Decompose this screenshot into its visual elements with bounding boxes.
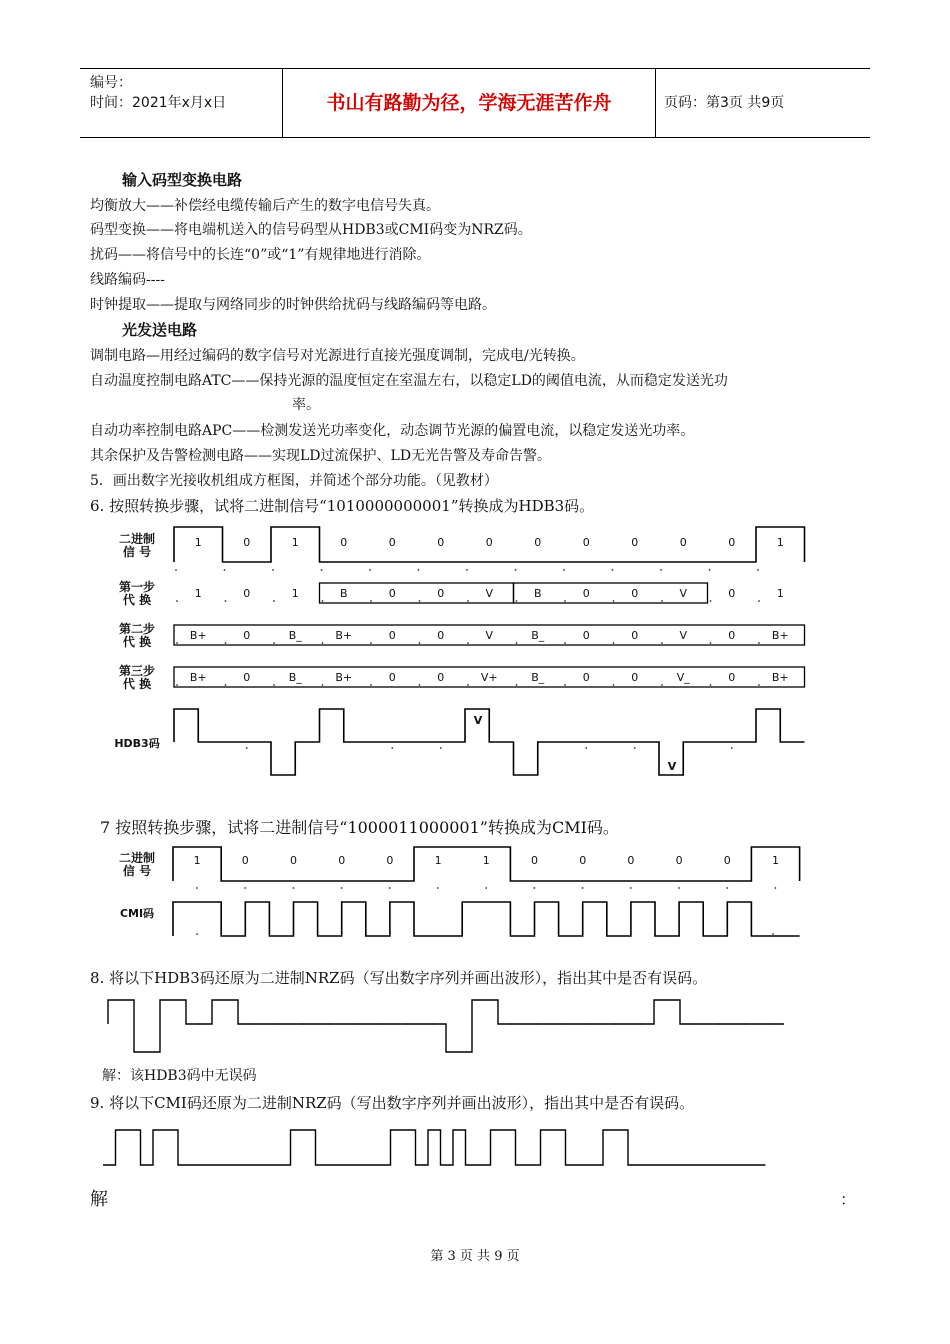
step2-row-label: 第二步 <box>118 622 156 636</box>
baseline-dot <box>467 684 469 686</box>
baseline-dot <box>516 600 518 602</box>
step1-row-symbol: V <box>679 587 688 600</box>
baseline-dot <box>370 642 372 644</box>
step1-row-symbol: 0 <box>243 587 251 600</box>
baseline-dot <box>272 569 274 571</box>
baseline-dot <box>563 569 565 571</box>
step3-row-symbol: B+ <box>335 671 353 684</box>
baseline-dot <box>613 684 615 686</box>
hdb3-problem-waveform <box>108 1000 784 1052</box>
baseline-dot <box>678 887 680 889</box>
binary-bit-label: 0 <box>679 536 687 549</box>
baseline-dot <box>418 569 420 571</box>
baseline-dot <box>564 684 566 686</box>
step2-row-symbol: B+ <box>335 629 353 642</box>
step1-row-symbol: 0 <box>437 587 445 600</box>
baseline-dot <box>515 569 517 571</box>
baseline-dot <box>757 569 759 571</box>
binary-bit-label: 0 <box>437 536 445 549</box>
fig7-row-label-cmi: CMI码 <box>119 907 155 920</box>
step1-row-label: 代 换 <box>122 593 152 607</box>
question-8: 8. 将以下HDB3码还原为二进制NRZ码（写出数字序列并画出波形），指出其中是否有误码。 <box>90 969 708 987</box>
answer-8: 解：该HDB3码中无误码 <box>102 1068 257 1084</box>
baseline-dot <box>322 600 324 602</box>
fig7-binary-bit-label: 0 <box>290 854 297 867</box>
baseline-dot <box>534 887 536 889</box>
step2-row-symbol: 0 <box>631 629 639 642</box>
step2-row-symbol: V <box>679 629 688 642</box>
binary-bit-label: 1 <box>291 536 299 549</box>
text-line: 其余保护及告警检测电路——实现LD过流保护、LD无光告警及寿命告警。 <box>90 448 552 464</box>
step2-row-symbol: B_ <box>288 629 302 642</box>
step1-row-symbol: 0 <box>582 587 590 600</box>
step3-row-symbol: B+ <box>771 671 789 684</box>
step1-row-symbol: V <box>485 587 494 600</box>
row-label-hdb3: HDB3码 <box>114 737 160 750</box>
baseline-dot <box>775 887 777 889</box>
step2-row-symbol: 0 <box>243 629 251 642</box>
step2-row-symbol: V <box>485 629 494 642</box>
baseline-dot <box>322 684 324 686</box>
step1-row-symbol: 0 <box>388 587 396 600</box>
fig7-binary-bit-label: 1 <box>482 854 490 867</box>
step3-row-label: 第三步 <box>118 664 156 678</box>
baseline-dot <box>661 600 663 602</box>
question-5: 5．画出数字光接收机组成方框图，并简述个部分功能。（见教材） <box>90 473 498 489</box>
baseline-dot <box>419 684 421 686</box>
step1-row-box <box>514 583 708 603</box>
baseline-dot <box>710 642 712 644</box>
fig7-binary-bit-label: 0 <box>338 854 346 867</box>
baseline-dot <box>630 887 632 889</box>
fig7-binary-bit-label: 0 <box>531 854 538 867</box>
baseline-dot <box>322 642 324 644</box>
binary-bit-label: 0 <box>728 536 736 549</box>
binary-bit-label: 0 <box>534 536 542 549</box>
page-footer: 第 3 页 共 9 页 <box>430 1249 520 1264</box>
baseline-dot <box>467 642 469 644</box>
step1-row-symbol: 1 <box>194 587 202 600</box>
baseline-dot <box>467 600 469 602</box>
baseline-dot <box>710 600 712 602</box>
text-line: 线路编码---- <box>90 272 165 288</box>
fig7-binary-bit-label: 1 <box>193 854 201 867</box>
baseline-dot <box>516 642 518 644</box>
baseline-dot <box>437 887 439 889</box>
violation-mark: V <box>667 760 677 773</box>
step2-row-symbol: B+ <box>771 629 789 642</box>
baseline-dot <box>273 642 275 644</box>
step1-row-symbol: 1 <box>291 587 299 600</box>
binary-bit-label: 0 <box>340 536 348 549</box>
violation-mark: V <box>473 714 483 727</box>
cmi-problem-waveform <box>103 1130 766 1165</box>
baseline-dot <box>440 747 442 749</box>
step1-row-box <box>320 583 514 603</box>
step2-row-symbol: B+ <box>189 629 207 642</box>
step3-row-symbol: 0 <box>728 671 736 684</box>
baseline-dot <box>466 569 468 571</box>
baseline-dot <box>369 569 371 571</box>
step1-row-symbol: 0 <box>631 587 639 600</box>
baseline-dot <box>225 600 227 602</box>
section-title-input: 输入码型变换电路 <box>122 171 243 189</box>
baseline-dot <box>419 600 421 602</box>
step2-row-symbol: 0 <box>388 629 396 642</box>
baseline-dot <box>273 600 275 602</box>
fig7-binary-bit-label: 1 <box>434 854 442 867</box>
step2-row-symbol: 0 <box>728 629 736 642</box>
text-line: 均衡放大——补偿经电缆传输后产生的数字电信号失真。 <box>90 198 440 214</box>
baseline-dot <box>612 569 614 571</box>
baseline-dot <box>582 887 584 889</box>
section-title-optical: 光发送电路 <box>122 321 198 339</box>
baseline-dot <box>225 684 227 686</box>
baseline-dot <box>224 569 226 571</box>
text-line: 码型变换——将电端机送入的信号码型从HDB3或CMI码变为NRZ码。 <box>90 222 532 238</box>
step3-row-symbol: 0 <box>243 671 251 684</box>
text-line: 扰码——将信号中的长连“0”或“1”有规律地进行消除。 <box>90 247 431 263</box>
baseline-dot <box>175 569 177 571</box>
step1-row-symbol: 1 <box>776 587 784 600</box>
baseline-dot <box>758 600 760 602</box>
text-line: 自动功率控制电路APC——检测发送光功率变化，动态调节光源的偏置电流，以稳定发送光功率。 <box>90 423 695 439</box>
step3-row-symbol: B+ <box>189 671 207 684</box>
step3-row-symbol: B_ <box>288 671 302 684</box>
baseline-dot <box>710 684 712 686</box>
baseline-dot <box>613 642 615 644</box>
baseline-dot <box>731 747 733 749</box>
baseline-dot <box>726 887 728 889</box>
fig7-binary-bit-label: 0 <box>579 854 587 867</box>
step2-row-symbol: 0 <box>437 629 445 642</box>
answer-9-colon: ： <box>840 1190 857 1209</box>
fig7-row-label-binary: 信 号 <box>122 864 152 878</box>
baseline-dot <box>370 684 372 686</box>
answer-9-label: 解 <box>90 1189 108 1210</box>
baseline-dot <box>293 887 295 889</box>
binary-bit-label: 1 <box>194 536 202 549</box>
text-line: 时钟提取——提取与网络同步的时钟供给扰码与线路编码等电路。 <box>90 297 496 313</box>
fig7-binary-bit-label: 0 <box>627 854 635 867</box>
fig7-binary-bit-label: 0 <box>241 854 249 867</box>
baseline-dot <box>246 747 248 749</box>
baseline-dot <box>516 684 518 686</box>
question-9: 9. 将以下CMI码还原为二进制NRZ码（写出数字序列并画出波形），指出其中是否有误码。 <box>90 1094 695 1112</box>
step2-row-symbol: 0 <box>582 629 590 642</box>
hdb3-waveform <box>174 709 805 775</box>
step3-row-symbol: V_ <box>676 671 690 684</box>
row-label-binary: 信 号 <box>122 545 152 559</box>
binary-bit-label: 0 <box>582 536 590 549</box>
step1-row-label: 第一步 <box>118 580 156 594</box>
binary-bit-label: 0 <box>631 536 639 549</box>
baseline-dot <box>772 933 774 935</box>
step1-row-symbol: B <box>533 587 542 600</box>
baseline-dot <box>196 887 198 889</box>
binary-bit-label: 0 <box>388 536 396 549</box>
baseline-dot <box>660 569 662 571</box>
fig7-row-label-binary: 二进制 <box>118 851 156 865</box>
cmi-waveform <box>173 902 800 936</box>
baseline-dot <box>244 887 246 889</box>
time-label: 时间：2021年x月x日 <box>90 95 227 111</box>
baseline-dot <box>341 887 343 889</box>
step1-row-symbol: B <box>339 587 348 600</box>
baseline-dot <box>225 642 227 644</box>
baseline-dot <box>661 684 663 686</box>
baseline-dot <box>709 569 711 571</box>
question-6: 6. 按照转换步骤，试将二进制信号“1010000000001”转换成为HDB3码。 <box>90 497 595 515</box>
baseline-dot <box>564 642 566 644</box>
baseline-dot <box>758 684 760 686</box>
step3-row-symbol: 0 <box>388 671 396 684</box>
fig7-binary-bit-label: 0 <box>675 854 683 867</box>
baseline-dot <box>196 933 198 935</box>
step3-row-symbol: 0 <box>437 671 445 684</box>
baseline-dot <box>661 642 663 644</box>
baseline-dot <box>176 600 178 602</box>
header-page-info: 页码：第3页 共9页 <box>664 95 785 111</box>
baseline-dot <box>758 642 760 644</box>
baseline-dot <box>634 747 636 749</box>
binary-bit-label: 0 <box>243 536 251 549</box>
step3-row-symbol: V+ <box>480 671 498 684</box>
text-line: 调制电路—用经过编码的数字信号对光源进行直接光强度调制，完成电/光转换。 <box>90 348 585 364</box>
step3-row-symbol: B_ <box>531 671 545 684</box>
step1-row-symbol: 0 <box>728 587 736 600</box>
binary-bit-label: 0 <box>485 536 493 549</box>
step2-row-symbol: B_ <box>531 629 545 642</box>
text-line: 率。 <box>292 397 320 413</box>
fig7-binary-bit-label: 1 <box>772 854 779 867</box>
fig7-binary-bit-label: 0 <box>386 854 394 867</box>
baseline-dot <box>419 642 421 644</box>
baseline-dot <box>389 887 391 889</box>
baseline-dot <box>321 569 323 571</box>
baseline-dot <box>485 887 487 889</box>
step2-row-label: 代 换 <box>122 635 152 649</box>
number-label: 编号： <box>90 75 132 91</box>
baseline-dot <box>564 600 566 602</box>
baseline-dot <box>273 684 275 686</box>
step3-row-label: 代 换 <box>122 677 152 691</box>
baseline-dot <box>176 642 178 644</box>
fig7-binary-bit-label: 0 <box>723 854 731 867</box>
question-7: 7 按照转换步骤，试将二进制信号“1000011000001”转换成为CMI码。 <box>100 818 619 837</box>
binary-bit-label: 1 <box>776 536 784 549</box>
baseline-dot <box>585 747 587 749</box>
baseline-dot <box>370 600 372 602</box>
baseline-dot <box>613 600 615 602</box>
step3-row-symbol: 0 <box>631 671 639 684</box>
baseline-dot <box>176 684 178 686</box>
row-label-binary: 二进制 <box>118 532 156 546</box>
header-motto: 书山有路勤为径，学海无涯苦作舟 <box>326 92 612 114</box>
step3-row-symbol: 0 <box>582 671 590 684</box>
baseline-dot <box>391 747 393 749</box>
text-line: 自动温度控制电路ATC——保持光源的温度恒定在室温左右，以稳定LD的阈值电流，从而稳定发送光功 <box>90 373 728 389</box>
